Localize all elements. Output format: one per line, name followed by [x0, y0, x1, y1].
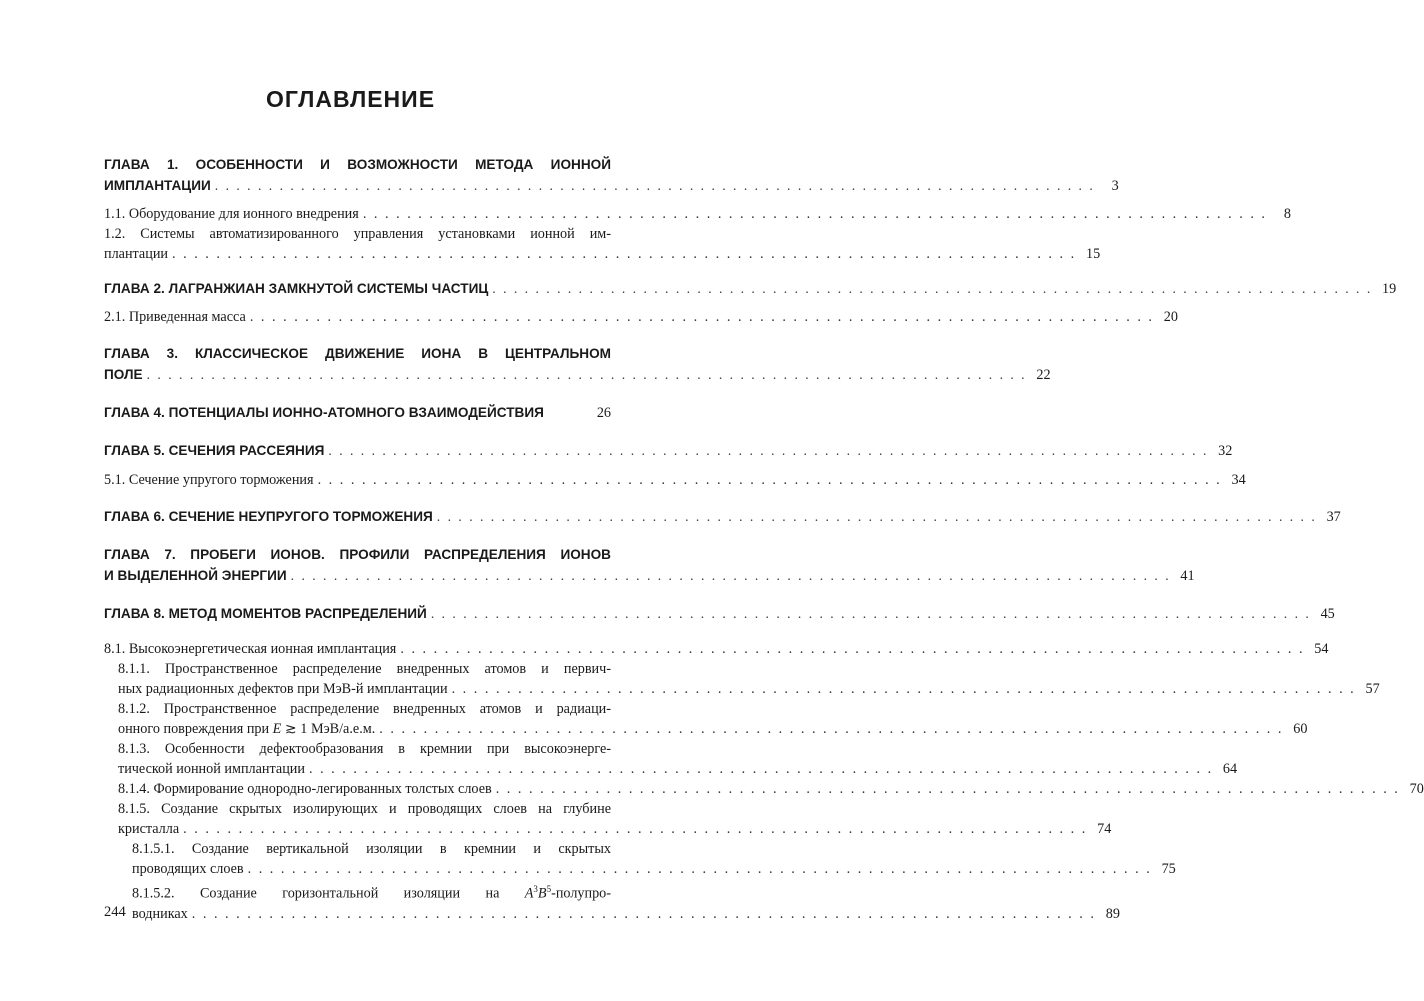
page-title: ОГЛАВЛЕНИЕ	[265, 86, 436, 112]
dot-leader: . . . . . . . . . . . . . . . . . . . . . . . . . . . . . . . . . . . . . . . . . . . . . . . . . . . . . . . . . . . . . . . . . . . . . . . . . . . . . . . . . .	[362, 206, 1267, 222]
toc-entry-text: 8.1.2. Пространственное распределение внедренных атомов и радиаци-	[118, 701, 611, 717]
dot-leader: . . . . . . . . . . . . . . . . . . . . . . . . . . . . . . . . . . . . . . . . . . . . . . . . . . . . . . . . . . . . . . . . . . . . . . . . . . . . . . . . . .	[249, 309, 1154, 325]
toc-entry-chapter-5[interactable]	[104, 440, 1233, 462]
toc-entry-chapter-6[interactable]	[104, 506, 1341, 528]
toc-entry-text: ПОЛЕ	[104, 367, 143, 382]
toc-entry-text: плантации	[104, 246, 169, 262]
toc-entry-text: 8.1.1. Пространственное распределение внедренных атомов и первич-	[118, 661, 611, 677]
dot-leader: . . . . . . . . . . . . . . . . . . . . . . . . . . . . . . . . . . . . . . . . . . . . . . . . . . . . . . . . . . . . . . . . . . . . . . . . . . . . . . . . . .	[247, 861, 1152, 877]
toc-entry-text: проводящих слоев	[132, 861, 244, 877]
toc-page-number: 57	[1365, 681, 1380, 697]
toc-entry-section-8-1-1[interactable]	[118, 659, 1380, 699]
toc-page-number: 54	[1314, 641, 1329, 657]
toc-entry-text: 8.1.4. Формирование однородно-легированных толстых слоев	[118, 781, 492, 797]
toc-entry-text: онного повреждения при E ≳ 1 МэВ/а.е.м.	[118, 721, 376, 737]
toc-page-number: 32	[1218, 443, 1233, 459]
toc-page-number: 45	[1320, 606, 1335, 622]
toc-entry-text: ных радиационных дефектов при МэВ-й имплантации	[118, 681, 448, 697]
toc-entry-text: 8.1.5.1. Создание вертикальной изоляции в кремнии и скрытых	[132, 841, 611, 857]
toc-page-number: 64	[1222, 761, 1238, 777]
dot-leader: . . . . . . . . . . . . . . . . . . . . . . . . . . . . . . . . . . . . . . . . . . . . . . . . . . . . . . . . . . . . . . . . . . . . . . . . . . . . . . . . . .	[451, 681, 1356, 697]
dot-leader: . . . . . . . . . . . . . . . . . . . . . . . . . . . . . . . . . . . . . . . . . . . . . . . . . . . . . . . . . . . . . . . . . . . . . . . . . . . . . . . . . .	[492, 281, 1373, 296]
toc-entry-text: 2.1. Приведенная масса	[104, 309, 246, 325]
page-number: 244	[104, 904, 126, 920]
toc-entry-chapter-7[interactable]	[104, 544, 1195, 587]
dot-leader: . . . . . . . . . . . . . . . . . . . . . . . . . . . . . . . . . . . . . . . . . . . . . . . . . . . . . . . . . . . . . . . . . . . . . . . . . . . . . . . . . .	[214, 178, 1095, 193]
toc-entry-text: ГЛАВА 2. ЛАГРАНЖИАН ЗАМКНУТОЙ СИСТЕМЫ ЧАСТИЦ	[104, 281, 489, 296]
toc-entry-text: ГЛАВА 6. СЕЧЕНИЕ НЕУПРУГОГО ТОРМОЖЕНИЯ	[104, 509, 433, 524]
toc-entry-section-8-1-3[interactable]	[118, 739, 1238, 779]
toc-entry-section-8-1[interactable]	[104, 639, 1329, 659]
toc-entry-chapter-8[interactable]	[104, 603, 1335, 625]
toc-page-number: 37	[1326, 509, 1341, 525]
toc-entry-section-8-1-5[interactable]	[118, 799, 1112, 839]
toc-entry-text: ГЛАВА 1. ОСОБЕННОСТИ И ВОЗМОЖНОСТИ МЕТОДА ИОННОЙ	[104, 157, 611, 172]
toc-entry-text: 5.1. Сечение упругого торможения	[104, 472, 314, 488]
toc-page-number: 19	[1382, 281, 1397, 297]
toc-page-number: 89	[1105, 905, 1120, 922]
toc-entry-text: ГЛАВА 7. ПРОБЕГИ ИОНОВ. ПРОФИЛИ РАСПРЕДЕЛЕНИЯ ИОНОВ	[104, 547, 611, 562]
toc-entry-text: ГЛАВА 8. МЕТОД МОМЕНТОВ РАСПРЕДЕЛЕНИЙ	[104, 606, 427, 621]
toc-entry-section-8-1-5-2[interactable]	[132, 879, 1120, 924]
toc-entry-section-8-1-2[interactable]	[118, 699, 1308, 739]
toc-entry-text: 1.2. Системы автоматизированного управления установками ионной им-	[104, 226, 611, 242]
toc-entry-text: кристалла	[118, 821, 180, 837]
toc-entry-text: ИМПЛАНТАЦИИ	[104, 178, 211, 193]
toc-entry-text: 1.1. Оборудование для ионного внедрения	[104, 206, 359, 222]
toc-entry-text: ГЛАВА 4. ПОТЕНЦИАЛЫ ИОННО-АТОМНОГО ВЗАИМОДЕЙСТВИЯ	[104, 405, 544, 420]
toc-page-number: 26	[596, 405, 611, 421]
toc-entry-section-1-1[interactable]	[104, 204, 1291, 224]
toc-page-number: 8	[1283, 206, 1291, 222]
toc-entry-text: ГЛАВА 5. СЕЧЕНИЯ РАССЕЯНИЯ	[104, 443, 325, 458]
dot-leader: . . . . . . . . . . . . . . . . . . . . . . . . . . . . . . . . . . . . . . . . . . . . . . . . . . . . . . . . . . . . . . . . . . . . . . . . . . . . . . . . . .	[183, 821, 1088, 837]
dot-leader: . . . . . . . . . . . . . . . . . . . . . . . . . . . . . . . . . . . . . . . . . . . . . . . . . . . . . . . . . . . . . . . . . . . . . . . . . . . . . . . . . .	[290, 568, 1171, 583]
dot-leader: . . . . . . . . . . . . . . . . . . . . . . . . . . . . . . . . . . . . . . . . . . . . . . . . . . . . . . . . . . . . . . . . . . . . . . . . . . . . . . . . . .	[430, 606, 1311, 621]
toc-entry-text: 8.1. Высокоэнергетическая ионная имплантация	[104, 641, 397, 657]
toc-entry-section-8-1-5-1[interactable]	[132, 839, 1176, 879]
table-of-contents	[104, 148, 1424, 924]
toc-page-number: 70	[1409, 781, 1424, 797]
toc-page-number: 34	[1231, 472, 1246, 488]
dot-leader: . . . . . . . . . . . . . . . . . . . . . . . . . . . . . . . . . . . . . . . . . . . . . . . . . . . . . . . . . . . . . . . . . . . . . . . . . . . . . . . . . .	[317, 472, 1222, 488]
toc-entry-chapter-2[interactable]	[104, 278, 1397, 300]
toc-entry-chapter-4[interactable]	[104, 402, 611, 424]
toc-page-number: 15	[1085, 246, 1101, 262]
dot-leader: . . . . . . . . . . . . . . . . . . . . . . . . . . . . . . . . . . . . . . . . . . . . . . . . . . . . . . . . . . . . . . . . . . . . . . . . . . . . . . . . . .	[308, 761, 1214, 777]
toc-entry-text: тической ионной имплантации	[118, 761, 305, 777]
toc-entry-text: ГЛАВА 3. КЛАССИЧЕСКОЕ ДВИЖЕНИЕ ИОНА В ЦЕНТРАЛЬНОМ	[104, 346, 611, 361]
dot-leader: . . . . . . . . . . . . . . . . . . . . . . . . . . . . . . . . . . . . . . . . . . . . . . . . . . . . . . . . . . . . . . . . . . . . . . . . . . . . . . . . . .	[191, 905, 1096, 922]
toc-entry-section-5-1[interactable]	[104, 470, 1246, 490]
toc-page-number: 22	[1036, 367, 1051, 383]
dot-leader: . . . . . . . . . . . . . . . . . . . . . . . . . . . . . . . . . . . . . . . . . . . . . . . . . . . . . . . . . . . . . . . . . . . . . . . . . . . . . . . . . .	[172, 246, 1077, 262]
dot-leader: . . . . . . . . . . . . . . . . . . . . . . . . . . . . . . . . . . . . . . . . . . . . . . . . . . . . . . . . . . . . . . . . . . . . . . . . . . . . . . . . . .	[379, 721, 1284, 737]
toc-page-number: 60	[1293, 721, 1308, 737]
dot-leader: . . . . . . . . . . . . . . . . . . . . . . . . . . . . . . . . . . . . . . . . . . . . . . . . . . . . . . . . . . . . . . . . . . . . . . . . . . . . . . . . . .	[495, 781, 1400, 797]
toc-entry-text: водниках	[132, 905, 188, 922]
toc-page-number: 75	[1161, 861, 1176, 877]
dot-leader: . . . . . . . . . . . . . . . . . . . . . . . . . . . . . . . . . . . . . . . . . . . . . . . . . . . . . . . . . . . . . . . . . . . . . . . . . . . . . . . . . .	[436, 509, 1317, 524]
toc-entry-chapter-3[interactable]	[104, 343, 1051, 386]
toc-page-number: 74	[1097, 821, 1112, 837]
toc-entry-section-8-1-4[interactable]	[118, 779, 1424, 799]
toc-page-number: 41	[1180, 568, 1195, 584]
toc-page-number: 20	[1163, 309, 1178, 325]
dot-leader: . . . . . . . . . . . . . . . . . . . . . . . . . . . . . . . . . . . . . . . . . . . . . . . . . . . . . . . . . . . . . . . . . . . . . . . . . . . . . . . . . .	[400, 641, 1305, 657]
toc-entry-chapter-1[interactable]	[104, 154, 1119, 197]
dot-leader: . . . . . . . . . . . . . . . . . . . . . . . . . . . . . . . . . . . . . . . . . . . . . . . . . . . . . . . . . . . . . . . . . . . . . . . . . . . . . . . . . .	[146, 367, 1027, 382]
toc-entry-text: И ВЫДЕЛЕННОЙ ЭНЕРГИИ	[104, 568, 287, 583]
toc-entry-section-2-1[interactable]	[104, 307, 1178, 327]
toc-entry-section-1-2[interactable]	[104, 224, 1101, 264]
toc-page-number: 3	[1111, 178, 1119, 194]
toc-entry-text: 8.1.5.2. Создание горизонтальной изоляции на $A^3B^5-полупро-$	[132, 884, 611, 902]
toc-entry-text: 8.1.3. Особенности дефектообразования в кремнии при высокоэнерге-	[118, 741, 611, 757]
dot-leader: . . . . . . . . . . . . . . . . . . . . . . . . . . . . . . . . . . . . . . . . . . . . . . . . . . . . . . . . . . . . . . . . . . . . . . . . . . . . . . . . . .	[328, 443, 1209, 458]
toc-entry-text: 8.1.5. Создание скрытых изолирующих и проводящих слоев на глубине	[118, 801, 611, 817]
